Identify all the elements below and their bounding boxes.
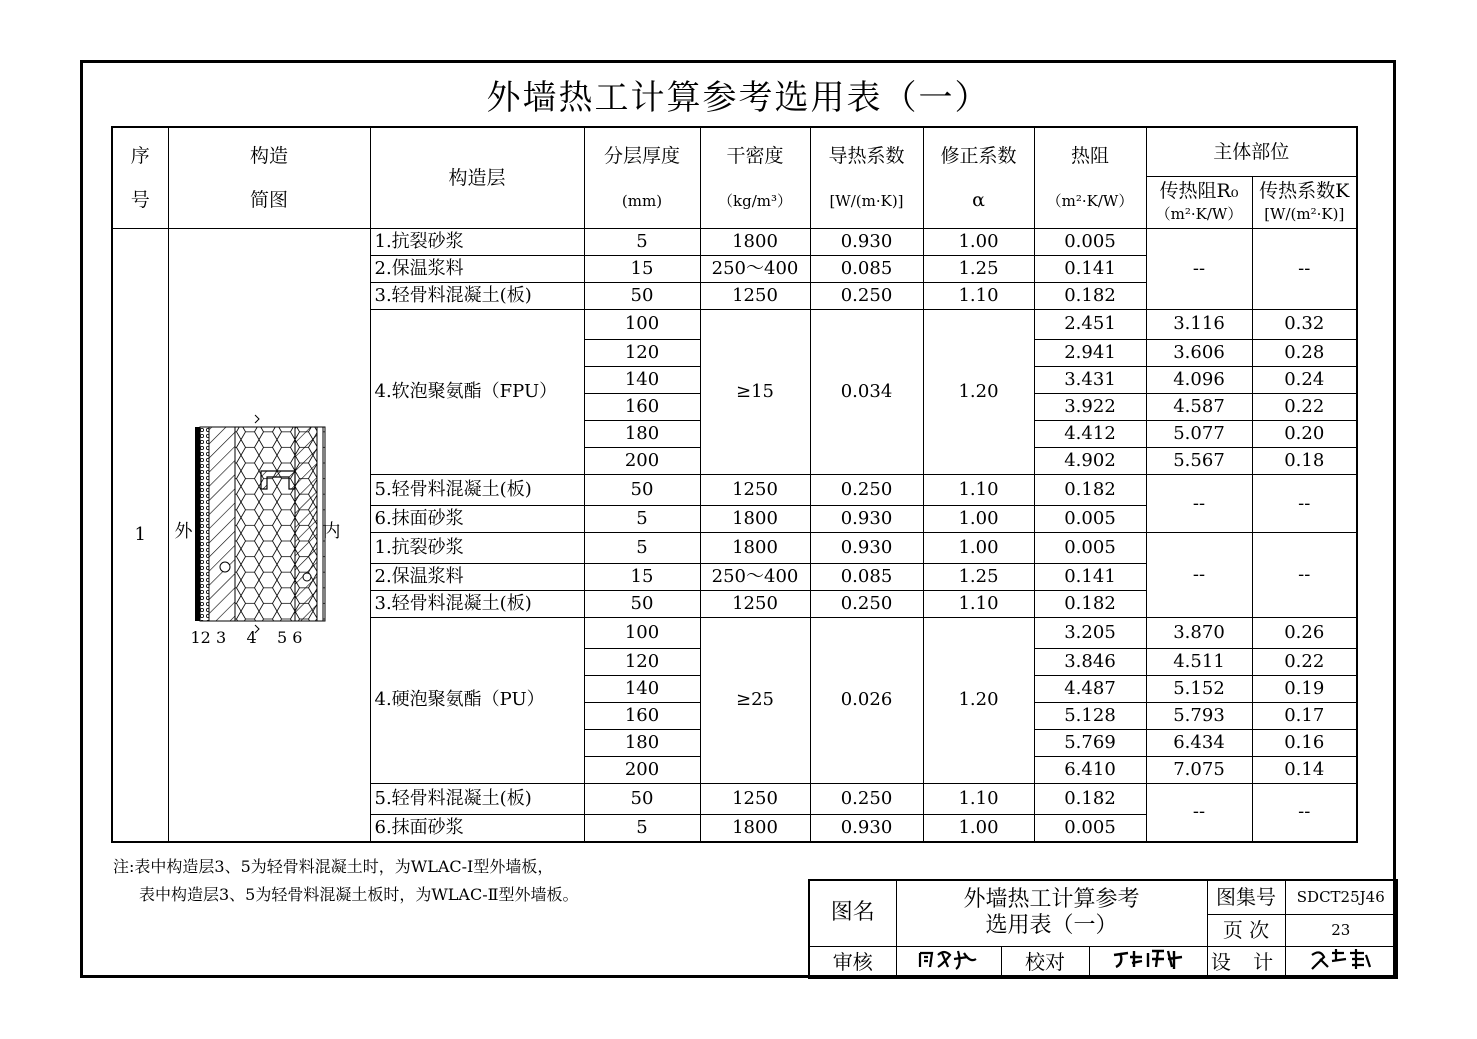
r0-cell: 4.096 bbox=[1146, 367, 1252, 394]
layer-name: 3.轻骨料混凝土(板) bbox=[370, 282, 584, 309]
title-block-name: 外墙热工计算参考 选用表（一） bbox=[896, 880, 1207, 946]
r0-cell: 5.567 bbox=[1146, 448, 1252, 475]
title-block-name-label: 图名 bbox=[809, 880, 896, 946]
k-cell: 0.26 bbox=[1252, 617, 1357, 648]
thickness-cell: 200 bbox=[584, 448, 700, 475]
resistance-cell: 0.005 bbox=[1034, 533, 1146, 564]
note-line-2: 表中构造层3、5为轻骨料混凝土板时，为WLAC-Ⅱ型外墙板。 bbox=[139, 885, 579, 904]
correction-cell: 1.25 bbox=[923, 255, 1034, 282]
thickness-cell: 100 bbox=[584, 309, 700, 340]
conductivity-cell: 0.085 bbox=[810, 255, 923, 282]
k-cell: 0.22 bbox=[1252, 648, 1357, 675]
notes bbox=[113, 853, 579, 909]
thickness-cell: 140 bbox=[584, 675, 700, 702]
title-block-design-label: 设 计 bbox=[1207, 946, 1285, 978]
k-cell: 0.17 bbox=[1252, 702, 1357, 729]
r0-cell: 4.511 bbox=[1146, 648, 1252, 675]
signature-designer bbox=[1285, 946, 1397, 978]
resistance-cell: 3.922 bbox=[1034, 394, 1146, 421]
layer-name: 4.硬泡聚氨酯（PU） bbox=[370, 617, 584, 783]
thickness-cell: 5 bbox=[584, 814, 700, 842]
conductivity-cell: 0.930 bbox=[810, 814, 923, 842]
r0-dash-cell: -- bbox=[1146, 228, 1252, 309]
density-cell: 1800 bbox=[700, 814, 810, 842]
construction-diagram-cell bbox=[168, 228, 370, 842]
conductivity-cell: 0.250 bbox=[810, 783, 923, 814]
thermal-table bbox=[111, 126, 1358, 843]
seq-cell: 1 bbox=[112, 228, 168, 842]
resistance-cell: 0.141 bbox=[1034, 255, 1146, 282]
thickness-cell: 5 bbox=[584, 533, 700, 564]
r0-cell: 5.077 bbox=[1146, 421, 1252, 448]
layer-name: 4.软泡聚氨酯（FPU） bbox=[370, 309, 584, 475]
header-layer: 构造层 bbox=[370, 127, 584, 228]
diagram-inside-label: 内 bbox=[322, 520, 341, 542]
k-dash-cell: -- bbox=[1252, 475, 1357, 533]
table-row bbox=[112, 228, 1357, 255]
correction-cell: 1.10 bbox=[923, 475, 1034, 506]
density-cell: 1800 bbox=[700, 533, 810, 564]
k-dash-cell: -- bbox=[1252, 533, 1357, 618]
layer-name: 5.轻骨料混凝土(板) bbox=[370, 783, 584, 814]
diagram-layer-numbers: 12 3 4 5 6 bbox=[190, 627, 303, 647]
r0-cell: 5.793 bbox=[1146, 702, 1252, 729]
layer-name: 1.抗裂砂浆 bbox=[370, 228, 584, 255]
density-cell: 1250 bbox=[700, 590, 810, 617]
resistance-cell: 0.005 bbox=[1034, 228, 1146, 255]
r0-cell: 4.587 bbox=[1146, 394, 1252, 421]
correction-cell: 1.00 bbox=[923, 533, 1034, 564]
density-cell: 1250 bbox=[700, 475, 810, 506]
conductivity-cell: 0.930 bbox=[810, 506, 923, 533]
resistance-cell: 5.769 bbox=[1034, 729, 1146, 756]
density-cell: 250～400 bbox=[700, 563, 810, 590]
resistance-cell: 4.487 bbox=[1034, 675, 1146, 702]
title-block-atlas-code: SDCT25J46 bbox=[1285, 880, 1397, 914]
density-cell: 1250 bbox=[700, 783, 810, 814]
conductivity-cell: 0.026 bbox=[810, 617, 923, 783]
thickness-cell: 200 bbox=[584, 756, 700, 783]
resistance-cell: 3.205 bbox=[1034, 617, 1146, 648]
resistance-cell: 0.182 bbox=[1034, 282, 1146, 309]
signature-checker-mark bbox=[1108, 947, 1188, 971]
conductivity-cell: 0.930 bbox=[810, 228, 923, 255]
resistance-cell: 0.182 bbox=[1034, 783, 1146, 814]
resistance-cell: 0.182 bbox=[1034, 475, 1146, 506]
resistance-cell: 0.005 bbox=[1034, 506, 1146, 533]
diagram-outside-label: 外 bbox=[174, 520, 193, 542]
layer-name: 1.抗裂砂浆 bbox=[370, 533, 584, 564]
thickness-cell: 50 bbox=[584, 475, 700, 506]
resistance-cell: 4.412 bbox=[1034, 421, 1146, 448]
r0-cell: 3.870 bbox=[1146, 617, 1252, 648]
conductivity-cell: 0.250 bbox=[810, 282, 923, 309]
r0-dash-cell: -- bbox=[1146, 475, 1252, 533]
header-correction: 修正系数 α bbox=[923, 127, 1034, 228]
resistance-cell: 0.141 bbox=[1034, 563, 1146, 590]
header-main-part: 主体部位 bbox=[1146, 127, 1357, 176]
thickness-cell: 15 bbox=[584, 563, 700, 590]
correction-cell: 1.00 bbox=[923, 814, 1034, 842]
layer-name: 6.抹面砂浆 bbox=[370, 814, 584, 842]
k-cell: 0.16 bbox=[1252, 729, 1357, 756]
thickness-cell: 15 bbox=[584, 255, 700, 282]
density-cell: 1800 bbox=[700, 228, 810, 255]
correction-cell: 1.25 bbox=[923, 563, 1034, 590]
layer-name: 3.轻骨料混凝土(板) bbox=[370, 590, 584, 617]
r0-cell: 3.606 bbox=[1146, 340, 1252, 367]
signature-checker bbox=[1089, 946, 1207, 978]
resistance-cell: 0.005 bbox=[1034, 814, 1146, 842]
thickness-cell: 160 bbox=[584, 394, 700, 421]
resistance-cell: 0.182 bbox=[1034, 590, 1146, 617]
r0-cell: 3.116 bbox=[1146, 309, 1252, 340]
title-block-page-no: 23 bbox=[1285, 914, 1397, 946]
density-cell: 250～400 bbox=[700, 255, 810, 282]
k-cell: 0.24 bbox=[1252, 367, 1357, 394]
header-density: 干密度 （kg/m³） bbox=[700, 127, 810, 228]
header-r0: 传热阻R₀ （m²·K/W） bbox=[1146, 176, 1252, 228]
thickness-cell: 100 bbox=[584, 617, 700, 648]
header-diagram: 构造 简图 bbox=[168, 127, 370, 228]
header-resistance: 热阻 （m²·K/W） bbox=[1034, 127, 1146, 228]
header-conductivity: 导热系数 [W/(m·K)] bbox=[810, 127, 923, 228]
title-block-page-label: 页 次 bbox=[1207, 914, 1285, 946]
correction-cell: 1.20 bbox=[923, 309, 1034, 475]
header-seq: 序 号 bbox=[112, 127, 168, 228]
correction-cell: 1.00 bbox=[923, 228, 1034, 255]
correction-cell: 1.10 bbox=[923, 783, 1034, 814]
thickness-cell: 120 bbox=[584, 340, 700, 367]
resistance-cell: 3.846 bbox=[1034, 648, 1146, 675]
k-cell: 0.22 bbox=[1252, 394, 1357, 421]
resistance-cell: 4.902 bbox=[1034, 448, 1146, 475]
k-cell: 0.14 bbox=[1252, 756, 1357, 783]
conductivity-cell: 0.034 bbox=[810, 309, 923, 475]
conductivity-cell: 0.085 bbox=[810, 563, 923, 590]
resistance-cell: 5.128 bbox=[1034, 702, 1146, 729]
thickness-cell: 50 bbox=[584, 282, 700, 309]
k-cell: 0.32 bbox=[1252, 309, 1357, 340]
signature-reviewer bbox=[896, 946, 1001, 978]
r0-dash-cell: -- bbox=[1146, 783, 1252, 841]
density-cell: ≥25 bbox=[700, 617, 810, 783]
r0-cell: 5.152 bbox=[1146, 675, 1252, 702]
header-thickness: 分层厚度 (mm) bbox=[584, 127, 700, 228]
layer-name: 5.轻骨料混凝土(板) bbox=[370, 475, 584, 506]
signature-designer-mark bbox=[1306, 947, 1376, 971]
thickness-cell: 5 bbox=[584, 506, 700, 533]
thickness-cell: 180 bbox=[584, 729, 700, 756]
correction-cell: 1.10 bbox=[923, 282, 1034, 309]
conductivity-cell: 0.930 bbox=[810, 533, 923, 564]
k-cell: 0.18 bbox=[1252, 448, 1357, 475]
layer-name: 2.保温浆料 bbox=[370, 255, 584, 282]
density-cell: 1250 bbox=[700, 282, 810, 309]
thickness-cell: 160 bbox=[584, 702, 700, 729]
r0-cell: 6.434 bbox=[1146, 729, 1252, 756]
signature-reviewer-mark bbox=[914, 947, 984, 971]
k-dash-cell: -- bbox=[1252, 228, 1357, 309]
density-cell: ≥15 bbox=[700, 309, 810, 475]
r0-cell: 7.075 bbox=[1146, 756, 1252, 783]
k-cell: 0.19 bbox=[1252, 675, 1357, 702]
r0-dash-cell: -- bbox=[1146, 533, 1252, 618]
note-line-1: 注:表中构造层3、5为轻骨料混凝土时，为WLAC-Ⅰ型外墙板， bbox=[113, 857, 554, 876]
title-block-review-label: 审核 bbox=[809, 946, 896, 978]
thickness-cell: 50 bbox=[584, 783, 700, 814]
k-cell: 0.20 bbox=[1252, 421, 1357, 448]
thickness-cell: 50 bbox=[584, 590, 700, 617]
title-block-atlas-label: 图集号 bbox=[1207, 880, 1285, 914]
density-cell: 1800 bbox=[700, 506, 810, 533]
conductivity-cell: 0.250 bbox=[810, 590, 923, 617]
correction-cell: 1.10 bbox=[923, 590, 1034, 617]
title-block bbox=[808, 879, 1398, 979]
resistance-cell: 2.451 bbox=[1034, 309, 1146, 340]
thickness-cell: 5 bbox=[584, 228, 700, 255]
title-block-check-label: 校对 bbox=[1001, 946, 1089, 978]
correction-cell: 1.20 bbox=[923, 617, 1034, 783]
correction-cell: 1.00 bbox=[923, 506, 1034, 533]
k-cell: 0.28 bbox=[1252, 340, 1357, 367]
thickness-cell: 120 bbox=[584, 648, 700, 675]
layer-name: 2.保温浆料 bbox=[370, 563, 584, 590]
resistance-cell: 3.431 bbox=[1034, 367, 1146, 394]
conductivity-cell: 0.250 bbox=[810, 475, 923, 506]
k-dash-cell: -- bbox=[1252, 783, 1357, 841]
resistance-cell: 2.941 bbox=[1034, 340, 1146, 367]
page-title: 外墙热工计算参考选用表（一） bbox=[486, 78, 991, 118]
thickness-cell: 140 bbox=[584, 367, 700, 394]
header-k: 传热系数K [W/(m²·K)] bbox=[1252, 176, 1357, 228]
resistance-cell: 6.410 bbox=[1034, 756, 1146, 783]
layer-name: 6.抹面砂浆 bbox=[370, 506, 584, 533]
thickness-cell: 180 bbox=[584, 421, 700, 448]
